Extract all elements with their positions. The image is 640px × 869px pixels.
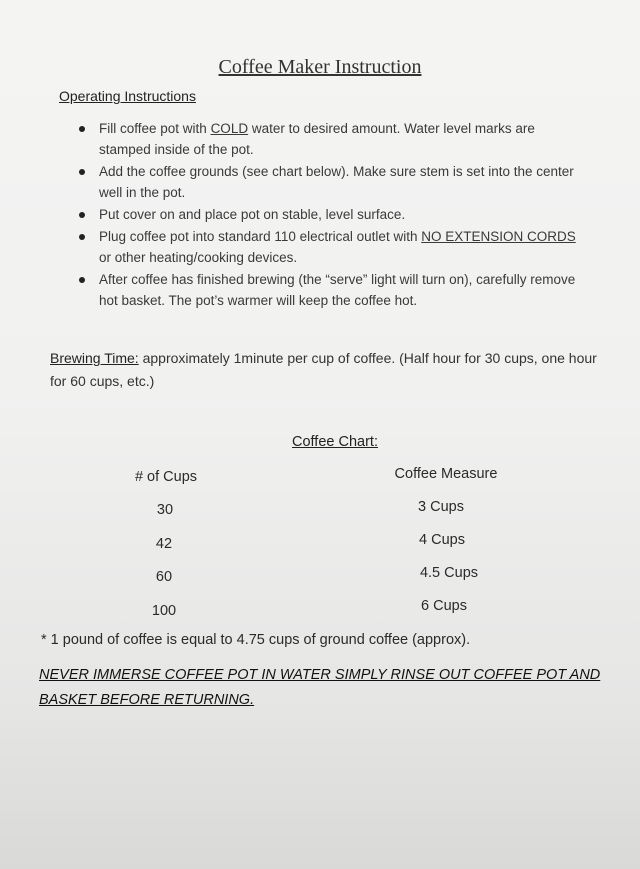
operating-instructions-heading: Operating Instructions (59, 88, 196, 104)
measure-column-header: Coffee Measure (394, 466, 498, 482)
cups-cell: 42 (155, 536, 173, 552)
cups-cell: 60 (155, 569, 173, 585)
brewing-time-label: Brewing Time: (50, 350, 139, 366)
bullet-icon (79, 277, 85, 283)
bullet-icon (79, 234, 85, 240)
measure-cell: 4 Cups (419, 532, 465, 548)
cups-column-header: # of Cups (134, 469, 198, 485)
brewing-time-text: approximately 1minute per cup of coffee. (Half hour for 30 cups, one hour for 60 cups, etc.) (50, 350, 597, 389)
cups-cell: 100 (151, 603, 177, 619)
instruction-item: Fill coffee pot with COLD water to desired amount. Water level marks are stamped inside of the pot. (78, 118, 578, 160)
bullet-icon (79, 169, 85, 175)
measure-cell: 6 Cups (421, 598, 467, 614)
instruction-list (78, 118, 578, 312)
brewing-time (50, 347, 600, 393)
warning-text: NEVER IMMERSE COFFEE POT IN WATER SIMPLY RINSE OUT COFFEE POT AND BASKET BEFORE RETURNING. (39, 667, 601, 708)
instruction-item: Plug coffee pot into standard 110 electrical outlet with NO EXTENSION CORDS or other heating/cooking devices. (78, 226, 578, 268)
coffee-chart-title: Coffee Chart: (292, 434, 378, 450)
instruction-item: Put cover on and place pot on stable, level surface. (78, 204, 578, 225)
instruction-item: After coffee has finished brewing (the “serve” light will turn on), carefully remove hot basket. The pot’s warmer will keep the coffee hot. (78, 269, 578, 311)
measure-cell: 4.5 Cups (419, 565, 479, 581)
bullet-icon (79, 126, 85, 132)
bullet-icon (79, 212, 85, 218)
footnote: * 1 pound of coffee is equal to 4.75 cups of ground coffee (approx). (41, 632, 471, 648)
measure-cell: 3 Cups (418, 499, 464, 515)
page-title: Coffee Maker Instruction (218, 56, 422, 78)
cups-cell: 30 (156, 502, 174, 518)
instruction-item: Add the coffee grounds (see chart below). Make sure stem is set into the center well in the pot. (78, 161, 578, 203)
